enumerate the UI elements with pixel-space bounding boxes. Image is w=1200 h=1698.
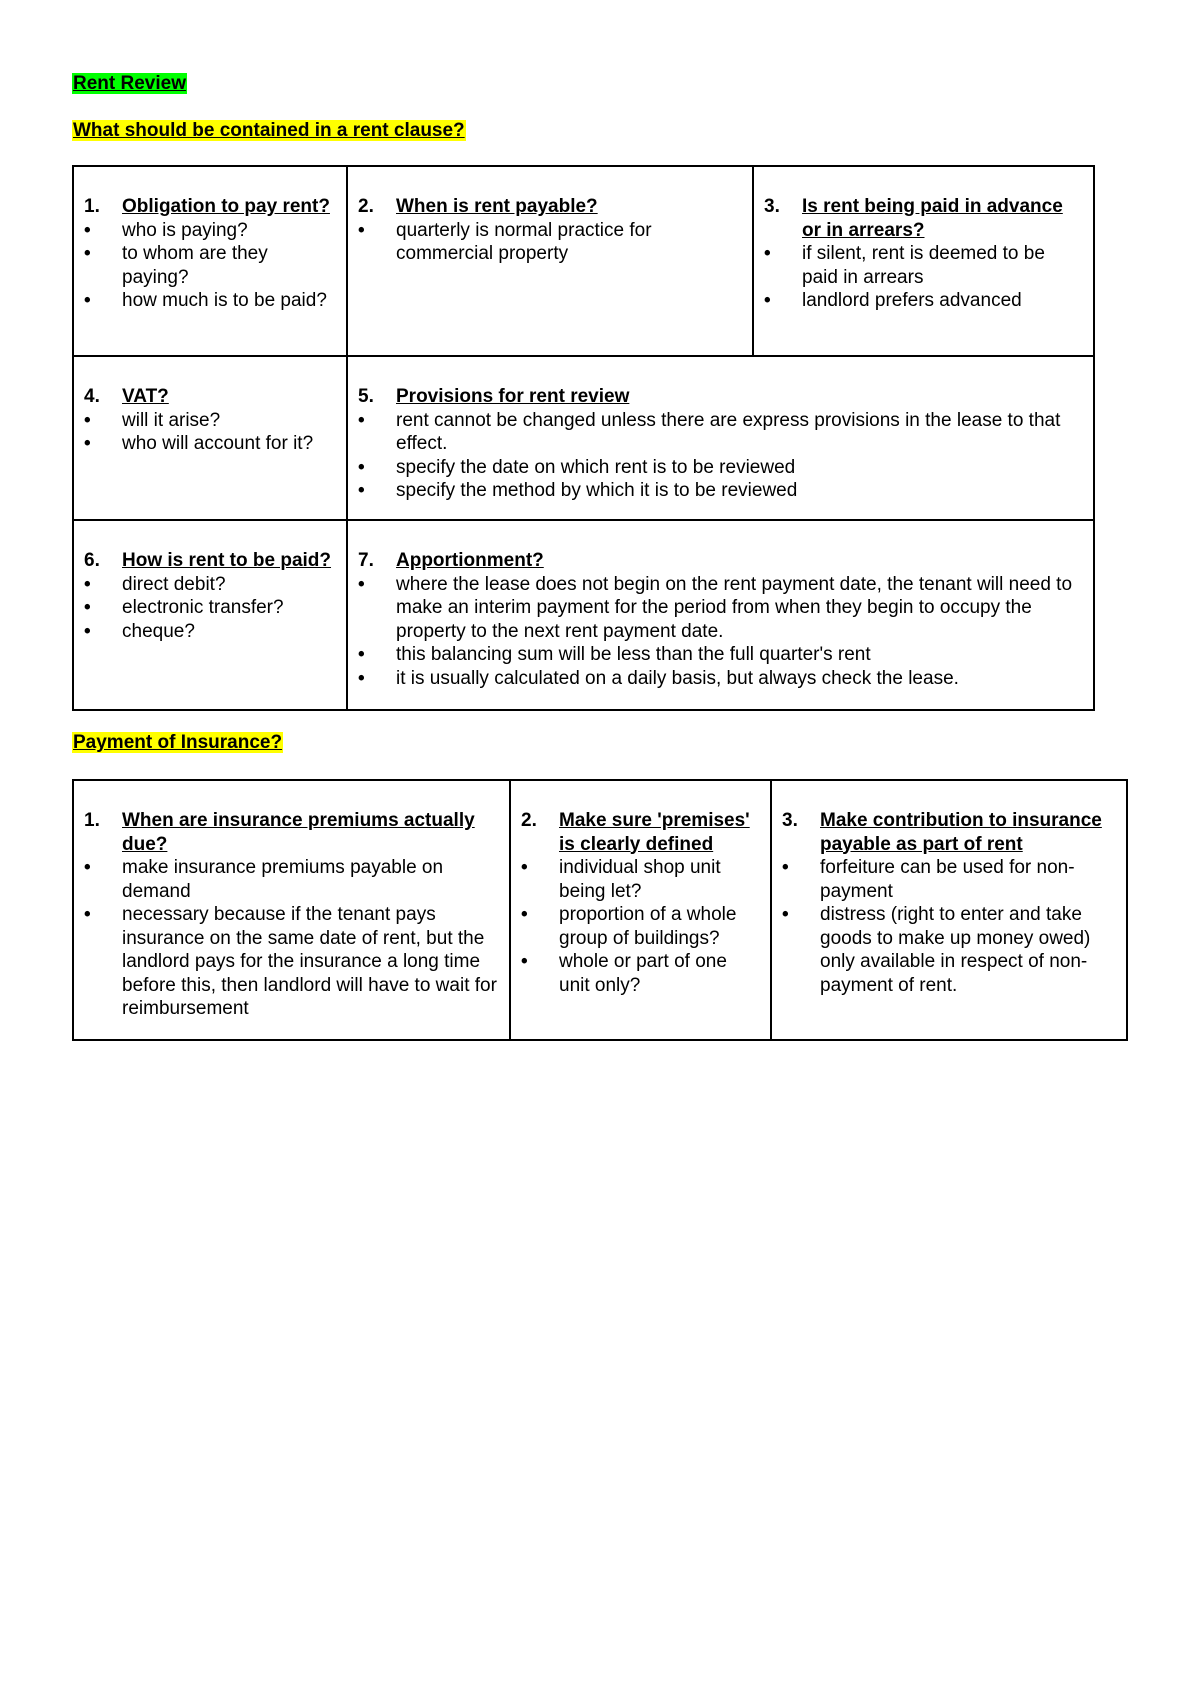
item-title: How is rent to be paid? [122,550,332,571]
list-item [84,596,336,620]
list-item [764,289,1083,313]
bullet-text: who is paying? [122,219,248,241]
table-row [73,166,1094,356]
rent-cell-7 [347,520,1094,710]
bullet-text: electronic transfer? [122,597,284,618]
bullet-text: landlord prefers advanced [802,290,1022,311]
item-title: Apportionment? [396,550,544,571]
bullet-icon: • [84,573,91,595]
list-item [84,219,336,243]
rent-clause-table [72,165,1095,711]
bullet-icon: • [358,409,365,431]
list-item [84,620,336,644]
item-title: Is rent being paid in advance or in arrears? [802,196,1063,241]
item-number: 3. [782,810,798,831]
table-row [73,780,1127,1040]
item-heading [782,809,1116,856]
rent-cell-5 [347,356,1094,520]
list-item [764,242,1083,289]
bullet-text: to whom are they paying? [122,243,268,288]
item-title: Make sure 'premises' is clearly defined [559,810,750,855]
item-heading [521,809,760,856]
item-heading [358,385,1083,409]
bullet-text: specify the method by which it is to be reviewed [396,480,798,501]
bullet-text: make insurance premiums payable on demand [122,857,444,902]
item-number: 5. [358,386,374,407]
rent-clause-heading: What should be contained in a rent clause? [73,120,465,141]
rent-cell-6 [73,520,347,710]
bullet-icon: • [521,904,528,925]
item-heading [358,549,1083,573]
bullet-icon: • [84,597,91,618]
list-item [521,856,760,903]
list-item [358,219,742,266]
bullet-icon: • [358,456,365,478]
insurance-cell-2 [510,780,771,1040]
list-item [84,289,336,313]
bullet-icon: • [521,857,528,878]
item-heading [84,385,336,409]
rent-cell-3 [753,166,1094,356]
bullet-list [358,573,1083,691]
item-title: Make contribution to insurance payable as part of rent [820,810,1102,855]
bullet-text: rent cannot be changed unless there are express provisions in the lease to that effect. [396,409,1061,454]
item-number: 2. [358,196,374,217]
bullet-list [358,219,742,266]
list-item [358,573,1083,644]
list-item [358,409,1083,456]
bullet-text: how much is to be paid? [122,290,327,311]
list-item [782,856,1116,903]
bullet-text: forfeiture can be used for non-payment [820,857,1075,902]
insurance-table [72,779,1128,1041]
bullet-text: will it arise? [122,409,221,431]
table-row [73,520,1094,710]
bullet-text: specify the date on which rent is to be reviewed [396,456,796,478]
bullet-text: whole or part of one unit only? [559,951,727,996]
bullet-icon: • [358,667,365,689]
bullet-icon: • [358,573,365,595]
bullet-list [358,409,1083,503]
item-number: 6. [84,550,100,571]
item-title: Obligation to pay rent? [122,196,330,217]
bullet-icon: • [764,290,771,311]
bullet-text: this balancing sum will be less than the full quarter's rent [396,644,871,665]
bullet-icon: • [782,857,789,878]
list-item [521,950,760,997]
item-heading [764,195,1083,242]
list-item [358,667,1083,691]
item-heading [84,195,336,219]
list-item [782,903,1116,997]
item-heading [84,549,336,573]
bullet-list [84,409,336,456]
bullet-list [764,242,1083,313]
item-number: 1. [84,196,100,217]
bullet-text: it is usually calculated on a daily basis, but always check the lease. [396,667,959,689]
list-item [358,479,1083,503]
insurance-heading: Payment of Insurance? [73,732,283,753]
bullet-text: individual shop unit being let? [559,857,721,902]
bullet-text: cheque? [122,620,195,642]
bullet-list [84,856,499,1021]
bullet-text: necessary because if the tenant pays insurance on the same date of rent, but the landlord pays for the insurance a long time before this, then landlord will have to wait for reimbursement [122,904,497,1019]
item-number: 2. [521,810,537,831]
bullet-text: if silent, rent is deemed to be paid in arrears [802,243,1045,288]
bullet-text: where the lease does not begin on the rent payment date, the tenant will need to make an interim payment for the period from when they begin to occupy the property to the next rent payment date. [396,573,1073,642]
list-item [358,643,1083,667]
page-title: Rent Review [73,73,186,94]
list-item [84,903,499,1021]
item-number: 7. [358,550,374,571]
bullet-icon: • [84,290,91,311]
bullet-icon: • [84,857,91,878]
item-number: 3. [764,196,780,217]
bullet-icon: • [764,243,771,264]
list-item [521,903,760,950]
bullet-text: distress (right to enter and take goods to make up money owed) only available in respect of non-payment of rent. [820,904,1091,996]
list-item [358,456,1083,480]
bullet-icon: • [84,219,91,241]
bullet-icon: • [84,433,91,454]
bullet-icon: • [358,644,365,665]
bullet-text: who will account for it? [122,433,314,454]
bullet-list [84,573,336,644]
bullet-text: direct debit? [122,573,226,595]
item-title: When are insurance premiums actually due? [122,810,475,855]
item-number: 4. [84,386,100,407]
list-item [84,432,336,456]
item-heading [358,195,742,219]
item-number: 1. [84,810,100,831]
bullet-icon: • [84,409,91,431]
bullet-text: proportion of a whole group of buildings? [559,904,737,949]
insurance-cell-1 [73,780,510,1040]
table-row [73,356,1094,520]
bullet-list [782,856,1116,997]
list-item [84,573,336,597]
item-title: Provisions for rent review [396,386,630,407]
rent-cell-1 [73,166,347,356]
bullet-icon: • [358,219,365,241]
list-item [84,242,336,289]
bullet-text: quarterly is normal practice for commercial property [396,219,652,264]
bullet-icon: • [521,951,528,972]
bullet-list [84,219,336,313]
list-item [84,409,336,433]
list-item [84,856,499,903]
rent-cell-4 [73,356,347,520]
item-title: VAT? [122,386,169,407]
bullet-icon: • [84,620,91,642]
bullet-icon: • [84,904,91,925]
bullet-list [521,856,760,997]
item-heading [84,809,499,856]
item-title: When is rent payable? [396,196,598,217]
bullet-icon: • [84,243,91,264]
insurance-cell-3 [771,780,1127,1040]
rent-cell-2 [347,166,753,356]
bullet-icon: • [358,480,365,501]
bullet-icon: • [782,904,789,925]
